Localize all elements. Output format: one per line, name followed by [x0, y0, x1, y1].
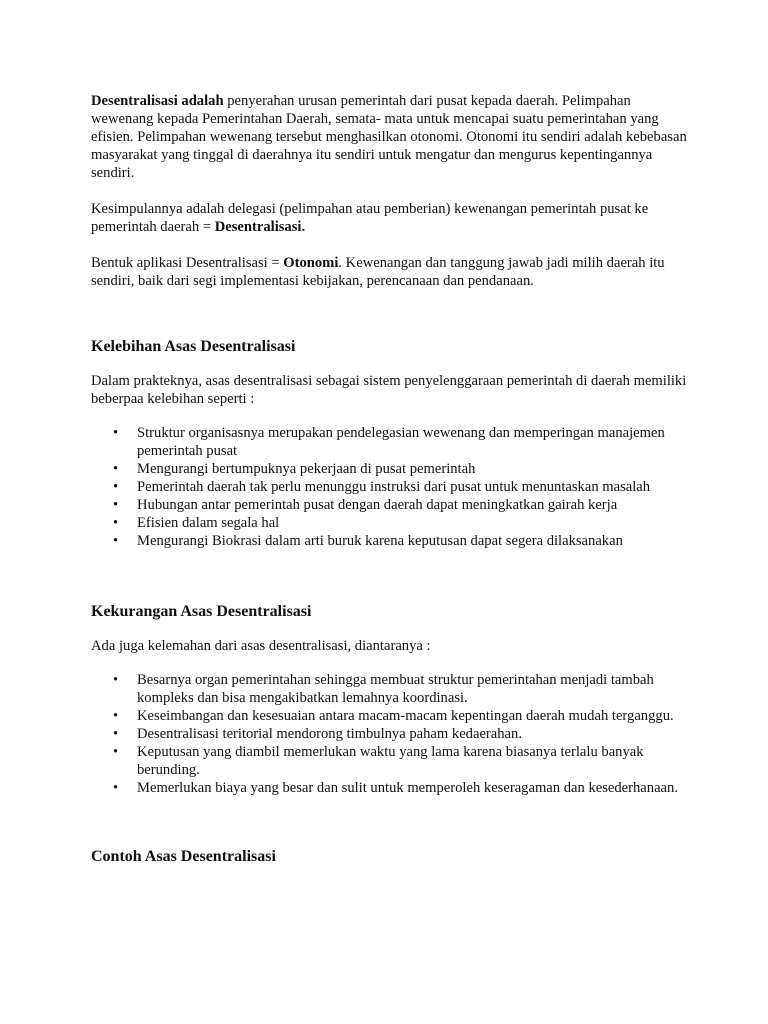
application-text: Bentuk aplikasi Desentralisasi =: [91, 255, 284, 271]
list-item: • Keputusan yang diambil memerlukan waktu yang lama karena biasanya terlalu banyak berunding.: [91, 743, 691, 779]
list-item: • Pemerintah daerah tak perlu menunggu instruksi dari pusat untuk menuntaskan masalah: [91, 478, 691, 496]
list-item: • Desentralisasi teritorial mendorong timbulnya paham kedaerahan.: [91, 725, 691, 743]
list-item: • Besarnya organ pemerintahan sehingga membuat struktur pemerintahan menjadi tambah kompleks dan bisa mengakibatkan lemahnya koordinasi.: [91, 671, 691, 707]
application-rest: . Kewenangan dan tanggung jawab jadi milih daerah itu sendiri, baik dari segi implementasi kebijakan, perencanaan dan pendanaan.: [91, 255, 665, 289]
definition-text: penyerahan urusan pemerintah dari pusat kepada daerah. Pelimpahan wewenang kepada Pemerintahan Daerah, semata- mata untuk mencapai suatu pemerintahan yang efisien. Pelimpahan wewenang tersebut menghasilkan otonomi. Otonomi itu sendiri adalah kebebasan masyarakat yang tinggal di daerahnya itu sendiri untuk mengatur dan mengurus kepentingannya sendiri.: [91, 93, 687, 181]
intro-paragraph-application: [91, 254, 691, 290]
list-item: • Struktur organisasnya merupakan pendelegasian wewenang dan memperingan manajemen pemerintah pusat: [91, 424, 691, 460]
kelebihan-list: [91, 424, 691, 550]
contoh-heading: Contoh Asas Desentralisasi: [91, 848, 276, 865]
document-page: [91, 92, 691, 867]
list-item: • Memerlukan biaya yang besar dan sulit untuk memperoleh keseragaman dan kesederhanaan.: [91, 779, 691, 797]
kekurangan-intro: Ada juga kelemahan dari asas desentralisasi, diantaranya :: [91, 638, 431, 654]
list-item: • Mengurangi Biokrasi dalam arti buruk karena keputusan dapat segera dilaksanakan: [91, 532, 691, 550]
definition-term: Desentralisasi adalah: [91, 93, 224, 109]
list-item: • Hubungan antar pemerintah pusat dengan daerah dapat meningkatkan gairah kerja: [91, 496, 691, 514]
list-item: • Efisien dalam segala hal: [91, 514, 691, 532]
kekurangan-list: [91, 671, 691, 797]
conclusion-text: Kesimpulannya adalah delegasi (pelimpahan atau pemberian) kewenangan pemerintah pusat ke pemerintah daerah =: [91, 201, 649, 235]
list-item: • Keseimbangan dan kesesuaian antara macam-macam kepentingan daerah mudah terganggu.: [91, 707, 691, 725]
kelebihan-heading: Kelebihan Asas Desentralisasi: [91, 338, 296, 355]
intro-paragraph-definition: [91, 92, 691, 182]
conclusion-term: Desentralisasi.: [214, 219, 306, 235]
kekurangan-heading: Kekurangan Asas Desentralisasi: [91, 603, 312, 620]
intro-paragraph-conclusion: [91, 200, 691, 236]
application-term: Otonomi: [283, 255, 339, 271]
kelebihan-intro: Dalam prakteknya, asas desentralisasi sebagai sistem penyelenggaraan pemerintah di daerah memiliki beberpaa kelebihan seperti :: [91, 373, 687, 407]
list-item: • Mengurangi bertumpuknya pekerjaan di pusat pemerintah: [91, 460, 691, 478]
